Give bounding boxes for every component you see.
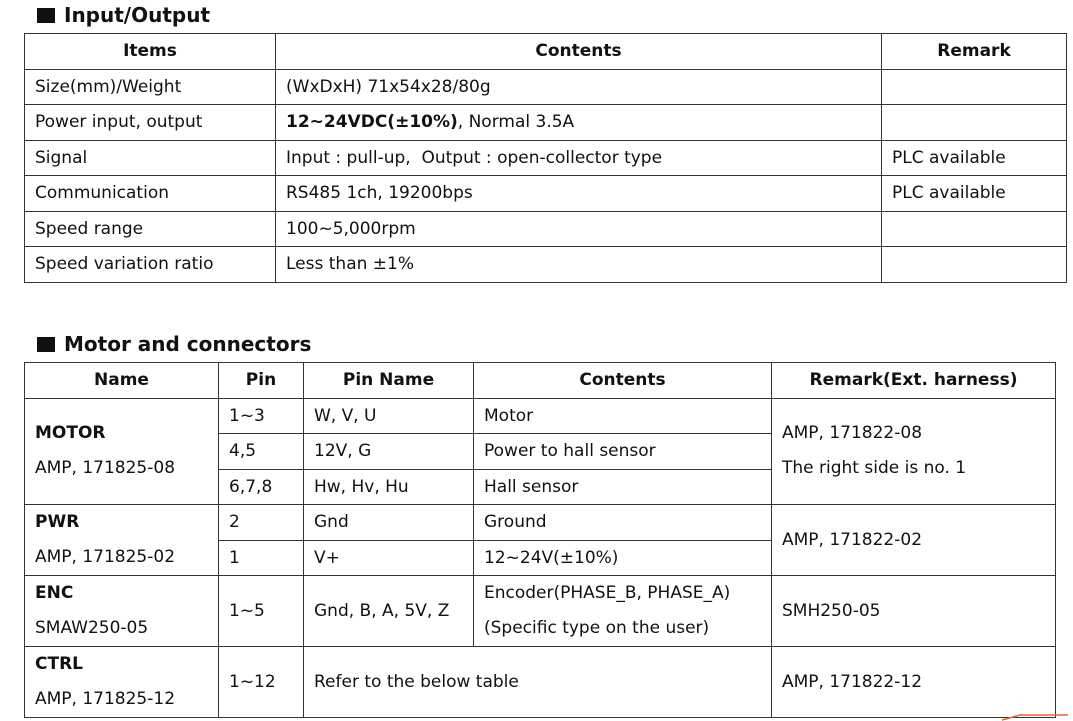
io-contents: 100~5,000rpm [276, 211, 882, 247]
input-output-heading [37, 3, 210, 27]
motor-remark-line2: The right side is no. 1 [782, 458, 967, 479]
io-remark [882, 105, 1067, 141]
motor-connectors-heading [37, 332, 311, 356]
motor-connectors-table [24, 362, 1056, 718]
pin-cell: 1~5 [219, 576, 304, 647]
heading-square-icon [37, 8, 55, 23]
pin-name-cell: Gnd [304, 505, 474, 541]
io-header-row [25, 34, 1067, 70]
io-item: Size(mm)/Weight [25, 69, 276, 105]
table-row [25, 505, 1056, 541]
io-contents-bold: 12~24VDC(±10%) [286, 112, 458, 133]
table-row [25, 398, 1056, 434]
contents-cell: Power to hall sensor [474, 434, 772, 470]
io-contents: Input : pull-up, Output : open-collector type [276, 140, 882, 176]
pin-cell: 1 [219, 540, 304, 576]
contents-cell: Ground [474, 505, 772, 541]
enc-title: ENC [35, 583, 74, 603]
pin-cell: 1~12 [219, 647, 304, 718]
contents-cell: 12~24V(±10%) [474, 540, 772, 576]
enc-contents-line2: (Specific type on the user) [484, 618, 710, 638]
io-item: Speed variation ratio [25, 247, 276, 283]
pin-cell: 2 [219, 505, 304, 541]
motor-remark-cell [772, 398, 1056, 505]
input-output-heading-text: Input/Output [64, 3, 211, 27]
table-row [25, 176, 1067, 212]
motor-remark-line1: AMP, 171822-08 [782, 423, 923, 444]
mc-header-name: Name [25, 363, 219, 399]
contents-cell: Motor [474, 398, 772, 434]
table-row [25, 576, 1056, 647]
io-remark [882, 211, 1067, 247]
pwr-remark-cell: AMP, 171822-02 [772, 505, 1056, 576]
table-row [25, 140, 1067, 176]
pin-name-cell: 12V, G [304, 434, 474, 470]
pin-name-cell: W, V, U [304, 398, 474, 434]
mc-header-row [25, 363, 1056, 399]
ctrl-title: CTRL [35, 654, 83, 674]
io-header-contents: Contents [276, 34, 882, 70]
pin-name-cell: V+ [304, 540, 474, 576]
io-item: Communication [25, 176, 276, 212]
ctrl-part: AMP, 171825-12 [35, 689, 176, 709]
pin-cell: 4,5 [219, 434, 304, 470]
io-remark: PLC available [882, 176, 1067, 212]
corner-accent-mark [1000, 712, 1070, 721]
table-row [25, 69, 1067, 105]
ctrl-name-cell [25, 647, 219, 718]
pin-name-cell: Hw, Hv, Hu [304, 469, 474, 505]
ctrl-pin-name-contents-cell: Refer to the below table [304, 647, 772, 718]
enc-remark-cell: SMH250-05 [772, 576, 1056, 647]
pin-cell: 6,7,8 [219, 469, 304, 505]
enc-name-cell [25, 576, 219, 647]
ctrl-remark-cell: AMP, 171822-12 [772, 647, 1056, 718]
pwr-name-cell [25, 505, 219, 576]
motor-connectors-heading-text: Motor and connectors [64, 332, 312, 356]
pwr-part: AMP, 171825-02 [35, 547, 176, 567]
table-row [25, 211, 1067, 247]
motor-part: AMP, 171825-08 [35, 458, 176, 479]
contents-cell: Hall sensor [474, 469, 772, 505]
enc-contents-cell [474, 576, 772, 647]
input-output-table [24, 33, 1067, 283]
io-contents-rest: , Normal 3.5A [457, 112, 575, 133]
table-row [25, 105, 1067, 141]
io-header-items: Items [25, 34, 276, 70]
io-contents: RS485 1ch, 19200bps [276, 176, 882, 212]
io-contents [276, 105, 882, 141]
io-item: Signal [25, 140, 276, 176]
io-contents: (WxDxH) 71x54x28/80g [276, 69, 882, 105]
io-header-remark: Remark [882, 34, 1067, 70]
mc-header-remark: Remark(Ext. harness) [772, 363, 1056, 399]
heading-square-icon [37, 337, 55, 352]
pwr-title: PWR [35, 512, 80, 532]
io-contents: Less than ±1% [276, 247, 882, 283]
mc-header-pin-name: Pin Name [304, 363, 474, 399]
table-row [25, 247, 1067, 283]
io-remark [882, 247, 1067, 283]
pin-cell: 1~3 [219, 398, 304, 434]
mc-header-pin: Pin [219, 363, 304, 399]
enc-contents-line1: Encoder(PHASE_B, PHASE_A) [484, 583, 731, 603]
mc-header-contents: Contents [474, 363, 772, 399]
io-item: Speed range [25, 211, 276, 247]
motor-name-cell [25, 398, 219, 505]
io-remark [882, 69, 1067, 105]
io-remark: PLC available [882, 140, 1067, 176]
pin-name-cell: Gnd, B, A, 5V, Z [304, 576, 474, 647]
motor-title: MOTOR [35, 423, 106, 444]
enc-part: SMAW250-05 [35, 618, 149, 638]
table-row [25, 647, 1056, 718]
io-item: Power input, output [25, 105, 276, 141]
